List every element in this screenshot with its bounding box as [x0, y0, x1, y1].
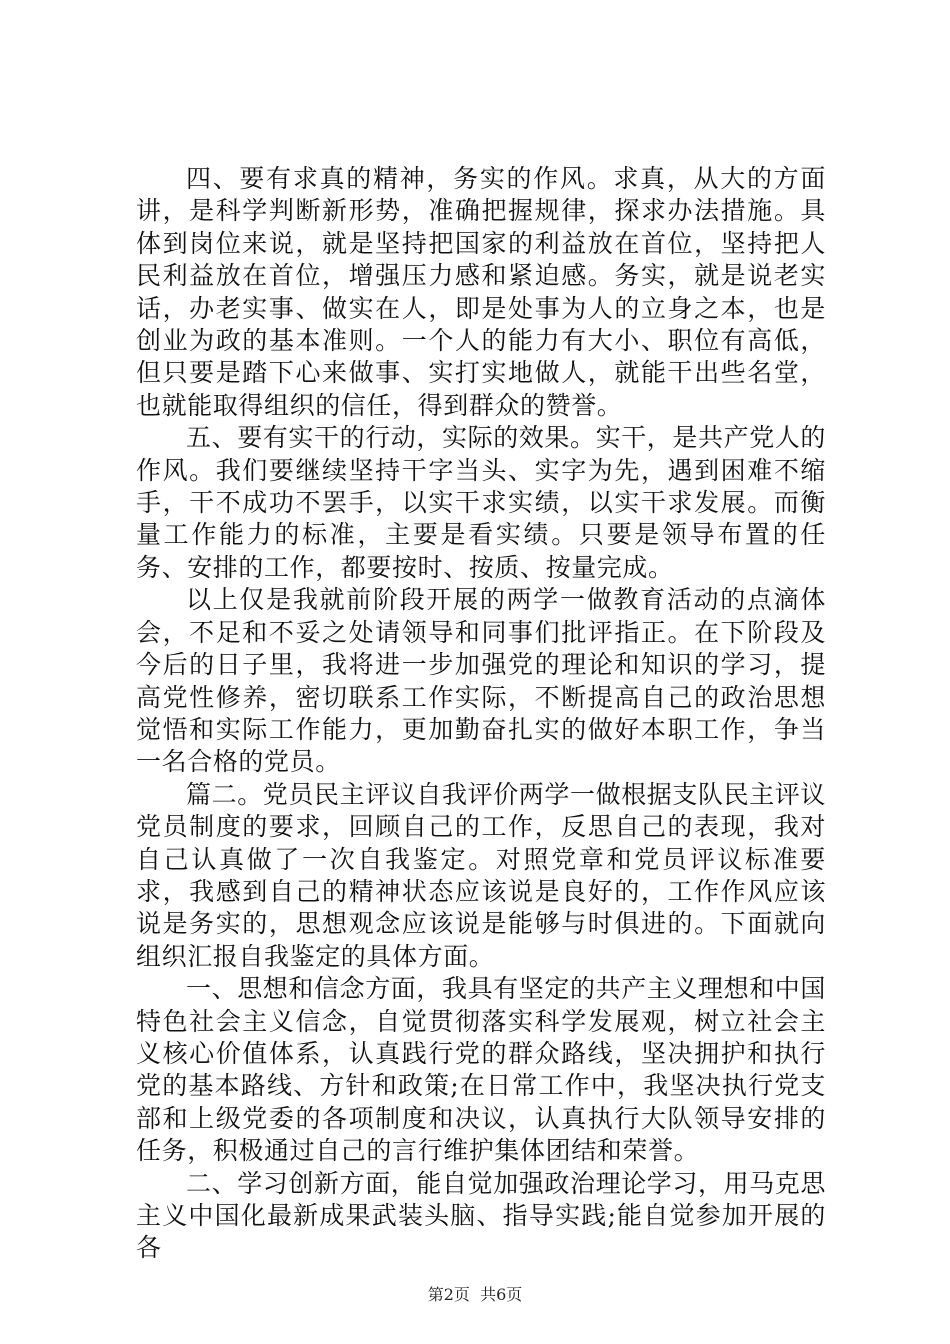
paragraph-study-innovation: 二、学习创新方面，能自觉加强政治理论学习，用马克思主义中国化最新成果武装头脑、指导实践;能自觉参加开展的各 [136, 1168, 827, 1263]
page-number: 第2页 [427, 1285, 470, 1304]
footer-separator [470, 1285, 480, 1304]
paragraph-part-two-intro: 篇二。党员民主评议自我评价两学一做根据支队民主评议党员制度的要求，回顾自己的工作，反思自己的表现，我对自己认真做了一次自我鉴定。对照党章和党员评议标准要求，我感到自己的精神状态应该说是良好的，工作作风应该说是务实的，思想观念应该说是能够与时俱进的。下面就向组织汇报自我鉴定的具体方面。 [136, 779, 827, 971]
page-total: 共6页 [480, 1285, 523, 1304]
paragraph-thought-and-belief: 一、思想和信念方面，我具有坚定的共产主义理想和中国特色社会主义信念，自觉贯彻落实科学发展观，树立社会主义核心价值体系，认真践行党的群众路线，坚决拥护和执行党的基本路线、方针和政策;在日常工作中，我坚决执行党支部和上级党委的各项制度和决议，认真执行大队领导安排的任务，积极通过自己的言行维护集体团结和荣誉。 [136, 974, 827, 1166]
paragraph-truth-seeking: 四、要有求真的精神，务实的作风。求真，从大的方面讲，是科学判断新形势，准确把握规律，探求办法措施。具体到岗位来说，就是坚持把国家的利益放在首位，坚持把人民利益放在首位，增强压力感和紧迫感。务实，就是说老实话，办老实事、做实在人，即是处事为人的立身之本，也是创业为政的基本准则。一个人的能力有大小、职位有高低，但只要是踏下心来做事、实打实地做人，就能干出些名堂，也就能取得组织的信任，得到群众的赞誉。 [136, 164, 826, 420]
document-body [136, 163, 826, 1265]
paragraph-practical-action: 五、要有实干的行动，实际的效果。实干，是共产党人的作风。我们要继续坚持干字当头、实字为先，遇到困难不缩手，干不成功不罢手，以实干求实绩，以实干求发展。而衡量工作能力的标准，主要是看实绩。只要是领导布置的任务、安排的工作，都要按时、按质、按量完成。 [136, 423, 827, 582]
page-footer [0, 1285, 950, 1305]
paragraph-summary: 以上仅是我就前阶段开展的两学一做教育活动的点滴体会，不足和不妥之处请领导和同事们批评指正。在下阶段及今后的日子里，我将进一步加强党的理论和知识的学习，提高党性修养，密切联系工作实际，不断提高自己的政治思想觉悟和实际工作能力，更加勤奋扎实的做好本职工作，争当一名合格的党员。 [136, 585, 826, 777]
